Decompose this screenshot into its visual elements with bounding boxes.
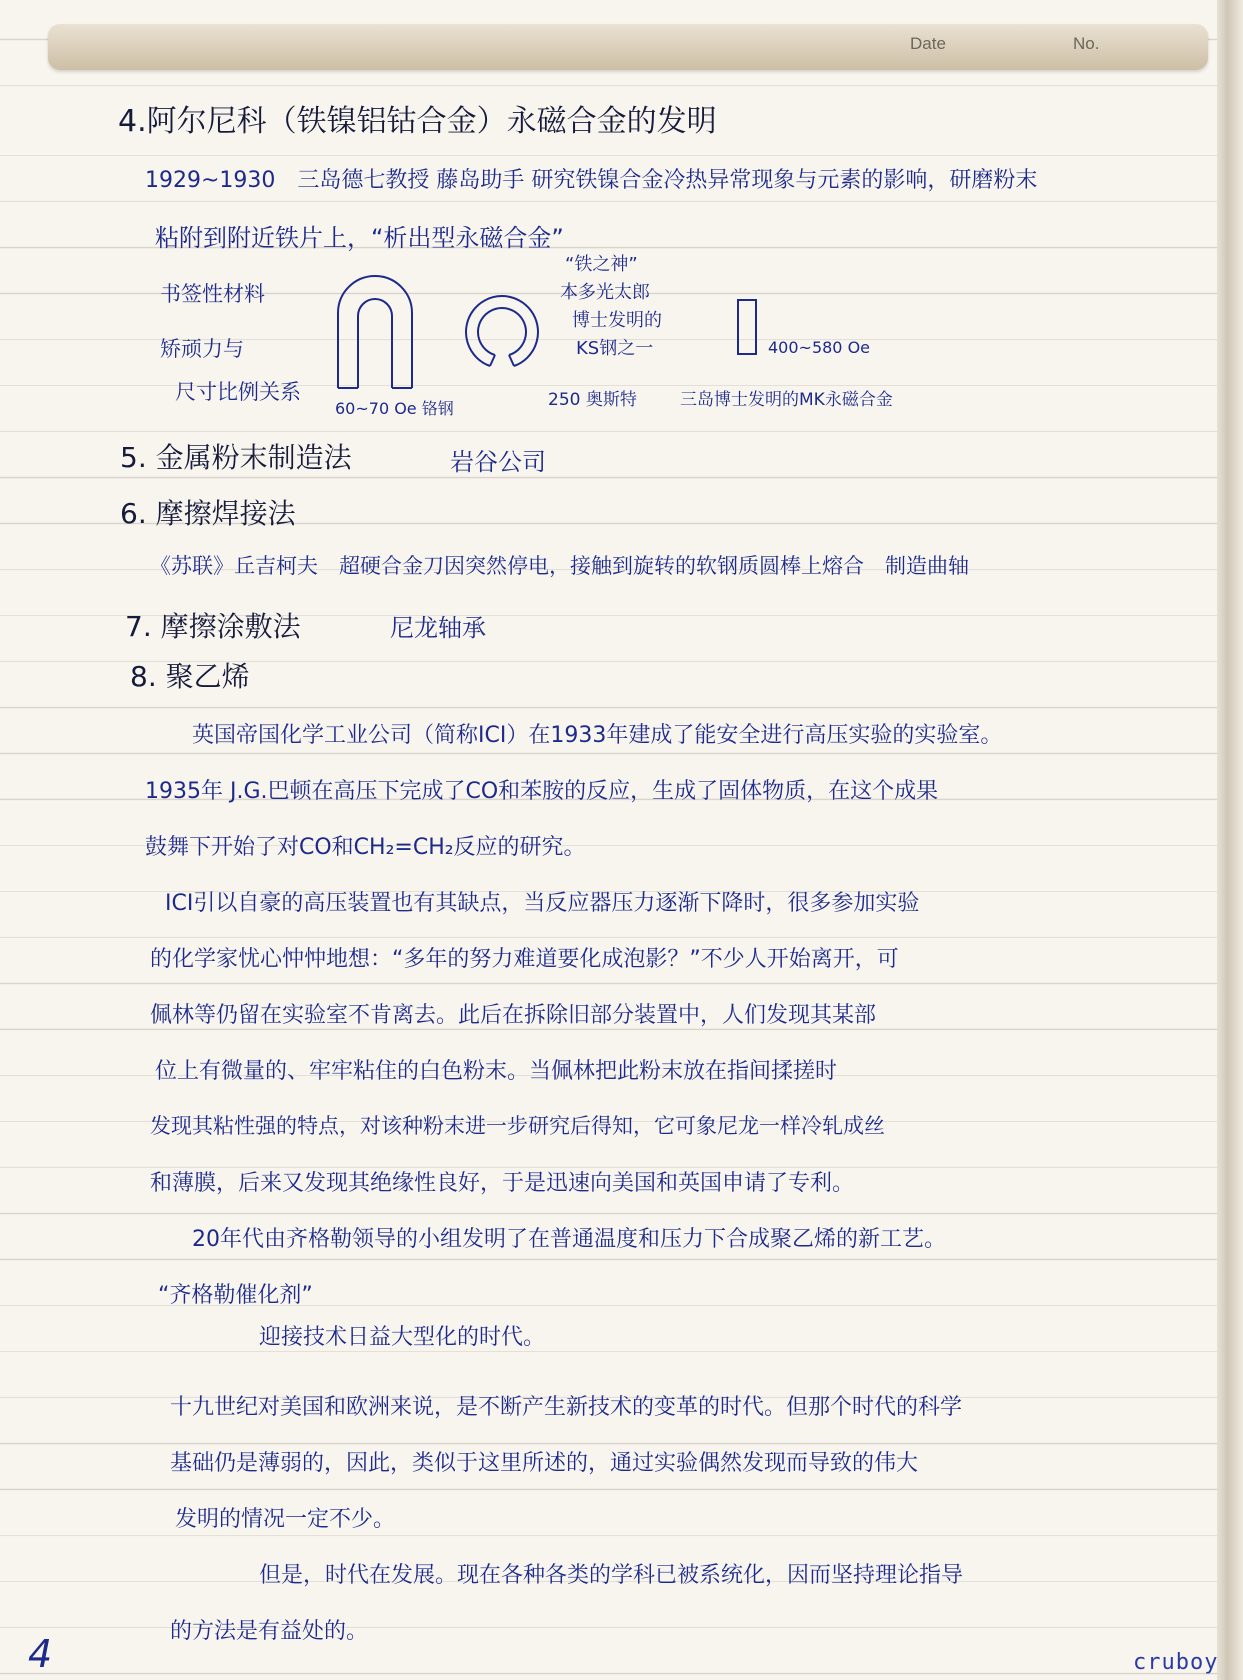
- paragraph-line: 20年代由齐格勒领导的小组发明了在普通温度和压力下合成聚乙烯的新工艺。: [170, 1227, 946, 1252]
- section-5-title: 5. 金属粉末制造法: [120, 441, 352, 474]
- magnet-b-caption: 250 奥斯特: [548, 390, 637, 410]
- paragraph-line: 十九世纪对美国和欧洲来说，是不断产生新技术的变革的时代。但那个时代的科学: [170, 1395, 963, 1420]
- section-7-note: 尼龙轴承: [390, 614, 486, 642]
- paragraph-line: 位上有微量的、牢牢粘住的白色粉末。当佩林把此粉末放在指间揉搓时: [155, 1059, 838, 1084]
- paragraph-line: 英国帝国化学工业公司（简称ICI）在1933年建成了能安全进行高压实验的实验室。: [170, 723, 1003, 748]
- mk-alloy-caption: 三岛博士发明的MK永磁合金: [680, 390, 893, 410]
- paragraph-line: 但是，时代在发展。现在各种各类的学科已被系统化，因而坚持理论指导: [215, 1563, 964, 1588]
- paragraph-line: 的化学家忧心忡忡地想：“多年的努力难道要化成泡影？”不少人开始离开，可: [150, 947, 899, 972]
- magnet-a-caption: 60~70 Oe 铬钢: [335, 399, 454, 418]
- section-4-line-2: 粘附到附近铁片上，“析出型永磁合金”: [155, 224, 564, 252]
- paragraph-line: 发现其粘性强的特点，对该种粉末进一步研究后得知，它可象尼龙一样冷轧成丝: [150, 1114, 885, 1138]
- section-7-title: 7. 摩擦涂敷法: [125, 610, 301, 643]
- paragraph-line: “齐格勒催化剂”: [158, 1283, 313, 1308]
- section-6-title: 6. 摩擦焊接法: [120, 497, 296, 530]
- section-4-line-1: 1929~1930 三岛德七教授 藤岛助手 研究铁镍合金冷热异常现象与元素的影响，研磨粉末: [145, 168, 1038, 193]
- header-bar: [48, 24, 1208, 70]
- iron-god-label: “铁之神”: [565, 254, 638, 275]
- material-label: 书签性材料: [160, 282, 265, 306]
- paragraph-line: 基础仍是薄弱的，因此，类似于这里所述的，通过实验偶然发现而导致的伟大: [170, 1451, 919, 1476]
- section-4-title: 4.阿尔尼科（铁镍铝钴合金）永磁合金的发明: [118, 104, 717, 139]
- coercivity-label: 矫顽力与: [160, 337, 244, 361]
- page-number: 4: [28, 1632, 53, 1676]
- section-5-note: 岩谷公司: [450, 448, 546, 476]
- paragraph-line: ICI引以自豪的高压装置也有其缺点，当反应器压力逐渐下降时，很多参加实验: [165, 891, 920, 916]
- honda-label: 本多光太郎: [560, 282, 650, 303]
- paragraph-line: 佩林等仍留在实验室不肯离去。此后在拆除旧部分装置中，人们发现其某部: [150, 1003, 877, 1028]
- paragraph-line: 迎接技术日益大型化的时代。: [215, 1325, 546, 1350]
- paragraph-line: 和薄膜，后来又发现其绝缘性良好，于是迅速向美国和英国申请了专利。: [150, 1171, 855, 1196]
- page-edge: [1217, 0, 1243, 1680]
- number-label: No.: [1073, 34, 1100, 53]
- ks-steel-label: KS钢之一: [576, 338, 654, 359]
- section-8-title: 8. 聚乙烯: [130, 660, 250, 693]
- watermark: cruboy: [1133, 1650, 1219, 1675]
- paragraph-line: 鼓舞下开始了对CO和CH₂=CH₂反应的研究。: [145, 835, 586, 860]
- date-label: Date: [910, 34, 946, 53]
- invented-label: 博士发明的: [572, 310, 662, 331]
- ring-magnet-drawing: [462, 292, 542, 372]
- horseshoe-magnet-drawing: [330, 258, 420, 398]
- section-6-line-1: 《苏联》丘吉柯夫 超硬合金刀因突然停电，接触到旋转的软钢质圆棒上熔合 制造曲轴: [150, 554, 969, 578]
- paragraph-line: 1935年 J.G.巴顿在高压下完成了CO和苯胺的反应，生成了固体物质，在这个成果: [145, 779, 939, 804]
- paragraph-line: 的方法是有益处的。: [170, 1619, 369, 1644]
- bar-magnet-drawing: [736, 298, 760, 358]
- paragraph-line: 发明的情况一定不少。: [175, 1507, 396, 1532]
- magnet-c-caption: 400~580 Oe: [768, 338, 871, 357]
- size-relation-label: 尺寸比例关系: [175, 380, 301, 404]
